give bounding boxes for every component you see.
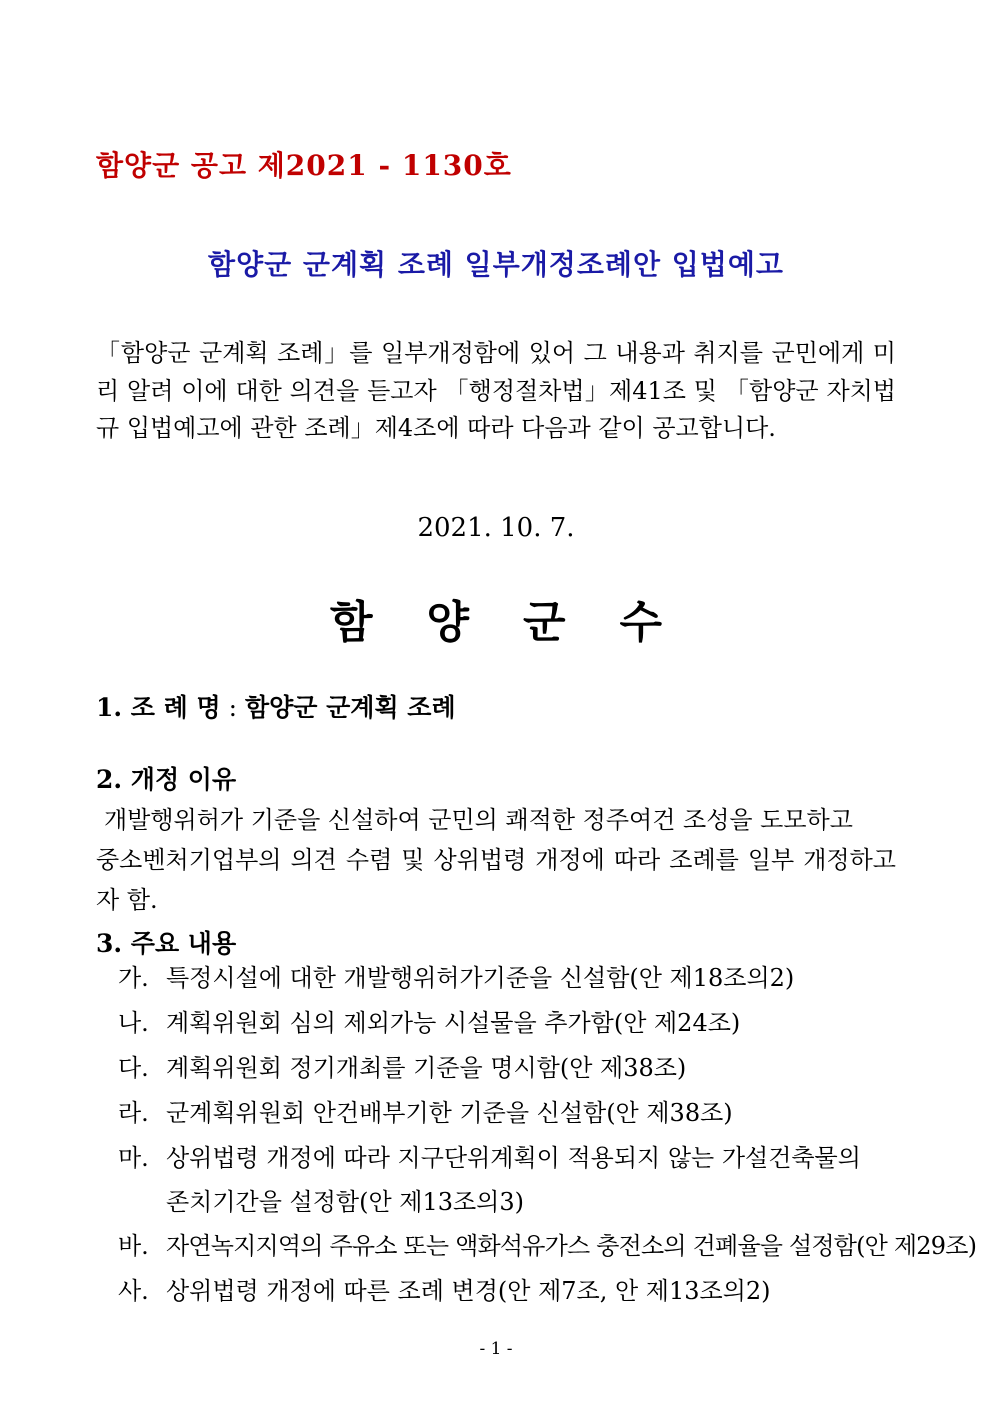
- notice-date: 2021. 10. 7.: [417, 513, 575, 543]
- item-text: 특정시설에 대한 개발행위허가기준을 신설함(안 제18조의2): [166, 964, 795, 992]
- list-item-continuation: 존치기간을 설정함(안 제13조의3): [166, 1188, 525, 1216]
- list-item: [118, 1093, 733, 1128]
- item-text: 자연녹지지역의 주유소 또는 액화석유가스 충전소의 건폐율을 설정함(안 제29조): [166, 1232, 977, 1260]
- item-marker: 바.: [118, 1232, 149, 1260]
- list-item: [118, 1003, 740, 1038]
- reason-line-1: 개발행위허가 기준을 신설하여 군민의 쾌적한 정주여건 조성을 도모하고: [104, 806, 853, 834]
- notice-number: 함양군 공고 제2021 - 1130호: [96, 149, 512, 182]
- document-title: 함양군 군계획 조례 일부개정조례안 입법예고: [208, 248, 784, 281]
- reason-line-2: 중소벤처기업부의 의견 수렴 및 상위법령 개정에 따라 조례를 일부 개정하고자 함.: [96, 846, 896, 914]
- item-text: 상위법령 개정에 따라 지구단위계획이 적용되지 않는 가설건축물의: [166, 1144, 861, 1172]
- section-1-heading: 1. 조 례 명: [96, 693, 221, 722]
- item-marker: 라.: [118, 1099, 149, 1127]
- ordinance-name: 함양군 군계획 조례: [245, 693, 456, 722]
- page-number: - 1 -: [479, 1339, 513, 1359]
- list-item: [118, 1271, 771, 1306]
- section-ordinance-name: [96, 688, 456, 724]
- intro-paragraph: 「함양군 군계획 조례」를 일부개정함에 있어 그 내용과 취지를 군민에게 미리 알려 이에 대한 의견을 듣고자 「행정절차법」제41조 및 「함양군 자치법규 입법예고에 관한 조례」제4조에 따라 다음과 같이 공고합니다.: [96, 339, 896, 442]
- list-item: [118, 1226, 976, 1261]
- list-item: [118, 958, 794, 993]
- list-item: [118, 1048, 686, 1083]
- section-2-heading: 2. 개정 이유: [96, 765, 237, 794]
- item-marker: 다.: [118, 1054, 149, 1082]
- issuer-name: 함양군수: [329, 597, 716, 648]
- item-marker: 가.: [118, 964, 149, 992]
- item-text: 계획위원회 심의 제외가능 시설물을 추가함(안 제24조): [166, 1009, 741, 1037]
- list-item: [118, 1138, 861, 1173]
- item-text: 상위법령 개정에 따른 조례 변경(안 제7조, 안 제13조의2): [166, 1277, 771, 1305]
- item-marker: 마.: [118, 1144, 149, 1172]
- item-text: 계획위원회 정기개최를 기준을 명시함(안 제38조): [166, 1054, 687, 1082]
- section-1-separator: :: [220, 693, 245, 722]
- item-text: 군계획위원회 안건배부기한 기준을 신설함(안 제38조): [166, 1099, 733, 1127]
- item-marker: 사.: [118, 1277, 149, 1305]
- amendment-reason: [96, 800, 896, 920]
- section-3-heading: 3. 주요 내용: [96, 929, 237, 958]
- item-marker: 나.: [118, 1009, 149, 1037]
